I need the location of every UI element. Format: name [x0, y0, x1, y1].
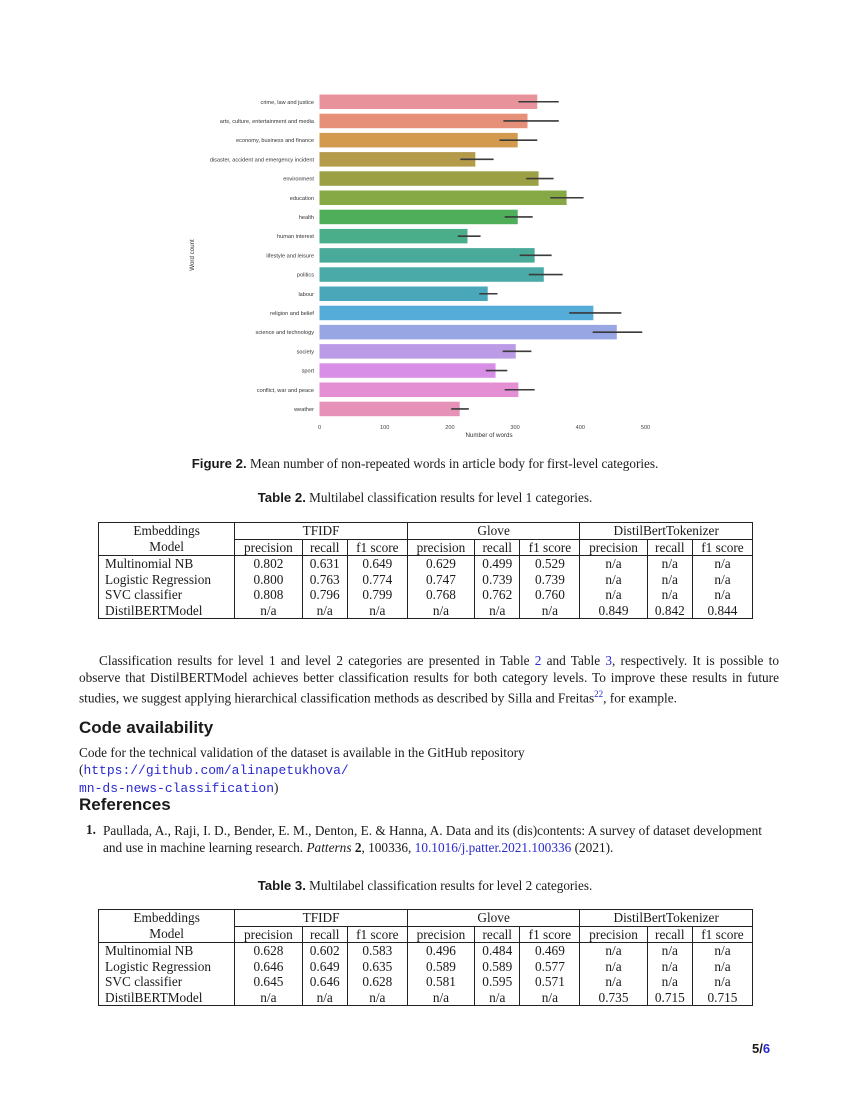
metric-value-cell: 0.577 — [520, 959, 580, 975]
page-total-link[interactable]: 6 — [762, 1041, 771, 1056]
bar — [320, 248, 535, 263]
metric-value-cell: 0.469 — [520, 943, 580, 959]
header-group-distilberttokenizer: DistilBertTokenizer — [580, 523, 753, 540]
code-availability-text — [79, 744, 779, 797]
reference-item-1 — [103, 822, 783, 856]
header-model: Model — [99, 539, 235, 556]
metric-value-cell: 0.496 — [407, 943, 474, 959]
metric-value-cell: n/a — [692, 556, 752, 572]
metric-value-cell: 0.649 — [347, 556, 407, 572]
bar — [320, 133, 518, 148]
table-row — [99, 943, 753, 959]
metric-value-cell: n/a — [580, 943, 647, 959]
metric-value-cell: 0.589 — [475, 959, 520, 975]
table3-caption-text: Multilabel classification results for level 2 categories. — [309, 878, 593, 893]
bar — [320, 191, 567, 206]
table2-caption — [0, 490, 850, 506]
header-group-glove: Glove — [407, 910, 580, 927]
metric-value-cell: n/a — [692, 974, 752, 990]
header-recall: recall — [302, 539, 347, 556]
reference-doi-link[interactable]: 10.1016/j.patter.2021.100336 — [414, 840, 572, 855]
metric-value-cell: 0.628 — [347, 974, 407, 990]
metric-value-cell: n/a — [475, 603, 520, 619]
table-row — [99, 587, 753, 603]
metric-value-cell: 0.583 — [347, 943, 407, 959]
bar — [320, 152, 476, 167]
metric-value-cell: 0.808 — [235, 587, 302, 603]
header-recall: recall — [475, 926, 520, 943]
table-row — [99, 572, 753, 588]
header-precision: precision — [580, 926, 647, 943]
bar — [320, 287, 488, 302]
metric-value-cell: n/a — [520, 603, 580, 619]
category-label: human interest — [276, 234, 314, 241]
category-label: weather — [294, 406, 314, 413]
header-group-tfidf: TFIDF — [235, 910, 408, 927]
table-row — [99, 990, 753, 1006]
metric-value-cell: 0.844 — [692, 603, 752, 619]
bar — [320, 325, 617, 340]
metric-value-cell: n/a — [235, 990, 302, 1006]
metric-value-cell: 0.763 — [302, 572, 347, 588]
github-url-line2: mn-ds-news-classification — [79, 781, 275, 796]
category-label: lifestyle and leisure — [266, 253, 314, 260]
category-label: arts, culture, entertainment and media — [219, 118, 314, 125]
metric-value-cell: n/a — [580, 974, 647, 990]
category-label: politics — [296, 272, 314, 279]
header-group-distilberttokenizer: DistilBertTokenizer — [580, 910, 753, 927]
figure-caption — [0, 456, 850, 472]
header-recall: recall — [647, 926, 692, 943]
table-3-level2-results — [98, 909, 753, 1006]
table3-reference-link[interactable]: 3 — [605, 653, 612, 668]
bar-chart-svg — [0, 0, 850, 450]
github-repo-link[interactable] — [79, 763, 349, 796]
header-recall: recall — [647, 539, 692, 556]
metric-value-cell: 0.768 — [407, 587, 474, 603]
metric-value-cell: 0.715 — [647, 990, 692, 1006]
x-axis-label: Number of words — [465, 432, 513, 439]
category-label: sport — [301, 368, 314, 375]
table2-reference-link[interactable]: 2 — [534, 653, 542, 668]
reference-text: (2021). — [571, 840, 614, 855]
metric-value-cell: n/a — [347, 990, 407, 1006]
reference-text: Paullada, A., Raji, I. D., Bender, E. M., Denton, E. & Hanna, A. Data and its (dis)contents: A survey of dataset development and use in machine learning research. — [103, 823, 763, 855]
metric-value-cell: 0.484 — [475, 943, 520, 959]
metric-value-cell: 0.799 — [347, 587, 407, 603]
metric-value-cell: 0.649 — [302, 959, 347, 975]
metric-value-cell: 0.762 — [475, 587, 520, 603]
metric-value-cell: n/a — [475, 990, 520, 1006]
header-precision: precision — [407, 926, 474, 943]
header-f1: f1 score — [347, 539, 407, 556]
table-row — [99, 959, 753, 975]
metric-value-cell: n/a — [520, 990, 580, 1006]
metric-value-cell: n/a — [580, 572, 647, 588]
metric-value-cell: n/a — [647, 556, 692, 572]
metric-value-cell: 0.595 — [475, 974, 520, 990]
header-model: Model — [99, 926, 235, 943]
metric-value-cell: 0.739 — [475, 572, 520, 588]
metric-value-cell: n/a — [647, 959, 692, 975]
metric-value-cell: 0.499 — [475, 556, 520, 572]
metric-value-cell: n/a — [407, 603, 474, 619]
metric-value-cell: n/a — [647, 974, 692, 990]
category-label: religion and belief — [270, 310, 314, 317]
table2-caption-text: Multilabel classification results for level 1 categories. — [309, 490, 593, 505]
paragraph-text: and Table — [541, 653, 606, 668]
metric-value-cell: 0.646 — [235, 959, 302, 975]
model-name-cell: SVC classifier — [105, 587, 183, 602]
category-label: science and technology — [255, 330, 314, 337]
metric-value-cell: n/a — [647, 572, 692, 588]
header-f1: f1 score — [347, 926, 407, 943]
reference-journal: Patterns — [306, 840, 352, 855]
bar — [320, 363, 496, 378]
model-name-cell: Multinomial NB — [105, 556, 194, 571]
table-2-level1-results — [98, 522, 753, 619]
model-name-cell: Logistic Regression — [105, 958, 211, 974]
metric-value-cell: 0.760 — [520, 587, 580, 603]
bar — [320, 344, 516, 359]
table-row — [99, 556, 753, 572]
metric-value-cell: n/a — [235, 603, 302, 619]
metric-value-cell: n/a — [692, 572, 752, 588]
bar — [320, 171, 539, 186]
header-recall: recall — [302, 926, 347, 943]
metric-value-cell: 0.802 — [235, 556, 302, 572]
bar — [320, 229, 468, 244]
page-number — [752, 1041, 770, 1056]
metric-value-cell: 0.735 — [580, 990, 647, 1006]
references-heading: References — [79, 795, 171, 814]
category-label: disaster, accident and emergency incident — [209, 157, 314, 164]
metric-value-cell: 0.602 — [302, 943, 347, 959]
metric-value-cell: 0.842 — [647, 603, 692, 619]
model-name-cell: DistilBERTModel — [105, 602, 203, 618]
figure-caption-text: Mean number of non-repeated words in article body for first-level categories. — [249, 456, 659, 471]
metric-value-cell: n/a — [647, 587, 692, 603]
metric-value-cell: 0.645 — [235, 974, 302, 990]
metric-value-cell: n/a — [302, 603, 347, 619]
metric-value-cell: n/a — [692, 959, 752, 975]
category-label: environment — [283, 176, 314, 183]
metric-value-cell: 0.739 — [520, 572, 580, 588]
citation-22-link[interactable]: 22 — [594, 689, 604, 699]
x-tick-label: 0 — [317, 425, 322, 431]
reference-volume: 2 — [354, 840, 362, 855]
x-tick-label: 300 — [510, 425, 520, 431]
metric-value-cell: 0.800 — [235, 572, 302, 588]
metric-value-cell: 0.571 — [520, 974, 580, 990]
model-name-cell: DistilBERTModel — [105, 989, 203, 1005]
figure-label: Figure 2. — [191, 456, 247, 471]
x-tick-label: 200 — [445, 425, 455, 431]
metric-value-cell: 0.631 — [302, 556, 347, 572]
category-label: labour — [298, 291, 314, 298]
metric-value-cell: 0.646 — [302, 974, 347, 990]
metric-value-cell: 0.715 — [692, 990, 752, 1006]
metric-value-cell: 0.581 — [407, 974, 474, 990]
metric-value-cell: n/a — [302, 990, 347, 1006]
header-f1: f1 score — [692, 926, 752, 943]
header-f1: f1 score — [520, 539, 580, 556]
x-tick-label: 400 — [575, 425, 585, 431]
model-name-cell: Multinomial NB — [105, 943, 194, 958]
metric-value-cell: 0.774 — [347, 572, 407, 588]
header-embeddings: Embeddings — [133, 910, 200, 926]
metric-value-cell: n/a — [347, 603, 407, 619]
x-tick-label: 100 — [380, 425, 390, 431]
reference-number: 1. — [86, 822, 96, 837]
metric-value-cell: n/a — [407, 990, 474, 1006]
code-availability-prefix: Code for the technical validation of the dataset is available in the GitHub repository ( — [79, 745, 525, 777]
y-axis-label: Word count — [189, 239, 196, 271]
table-row — [99, 603, 753, 619]
metric-value-cell: n/a — [647, 943, 692, 959]
category-label: economy, business and finance — [236, 138, 314, 145]
table2-label: Table 2. — [257, 490, 306, 505]
reference-text: , 100336, — [361, 840, 415, 855]
bar — [320, 114, 528, 129]
github-url-line1: https://github.com/alinapetukhova/ — [83, 763, 349, 778]
header-precision: precision — [407, 539, 474, 556]
model-name-cell: Logistic Regression — [105, 571, 211, 587]
bar — [320, 267, 544, 282]
table-row — [99, 974, 753, 990]
category-label: society — [296, 349, 314, 356]
header-precision: precision — [235, 926, 302, 943]
category-label: conflict, war and peace — [256, 387, 314, 394]
header-precision: precision — [235, 539, 302, 556]
page-separator: / — [759, 1041, 763, 1056]
table3-caption — [0, 878, 850, 894]
category-label: crime, law and justice — [260, 99, 314, 106]
metric-value-cell: 0.628 — [235, 943, 302, 959]
metric-value-cell: 0.529 — [520, 556, 580, 572]
model-name-cell: SVC classifier — [105, 974, 183, 989]
bar — [320, 402, 460, 417]
bar — [320, 210, 518, 225]
header-embeddings: Embeddings — [133, 523, 200, 539]
metric-value-cell: 0.849 — [580, 603, 647, 619]
code-availability-suffix: ) — [274, 780, 279, 795]
metric-value-cell: 0.796 — [302, 587, 347, 603]
metric-value-cell: 0.589 — [407, 959, 474, 975]
bar — [320, 95, 538, 110]
header-group-glove: Glove — [407, 523, 580, 540]
header-f1: f1 score — [520, 926, 580, 943]
bar — [320, 383, 519, 398]
category-label: health — [298, 214, 314, 221]
metric-value-cell: 0.635 — [347, 959, 407, 975]
metric-value-cell: n/a — [692, 587, 752, 603]
metric-value-cell: n/a — [580, 556, 647, 572]
table3-label: Table 3. — [257, 878, 306, 893]
metric-value-cell: 0.747 — [407, 572, 474, 588]
metric-value-cell: n/a — [692, 943, 752, 959]
header-recall: recall — [475, 539, 520, 556]
category-label: education — [289, 195, 314, 202]
figure-2-bar-chart — [0, 0, 850, 450]
x-tick-label: 500 — [640, 425, 651, 431]
paragraph-text: , for example. — [603, 690, 677, 706]
paragraph-text: Classification results for level 1 and level 2 categories are presented in Table — [99, 653, 535, 668]
metric-value-cell: 0.629 — [407, 556, 474, 572]
paragraph-text: , respectively. It is possible to observe that DistilBERTModel achieves better classification results for both category levels. To improve these results in future studies, we suggest applying hierarchical classification methods as described by Silla and Freitas — [79, 653, 779, 706]
bar — [320, 306, 594, 321]
header-f1: f1 score — [692, 539, 752, 556]
page-current: 5 — [752, 1041, 760, 1056]
code-availability-heading: Code availability — [79, 718, 214, 737]
header-group-tfidf: TFIDF — [235, 523, 408, 540]
results-paragraph — [79, 652, 779, 706]
metric-value-cell: n/a — [580, 959, 647, 975]
header-precision: precision — [580, 539, 647, 556]
metric-value-cell: n/a — [580, 587, 647, 603]
